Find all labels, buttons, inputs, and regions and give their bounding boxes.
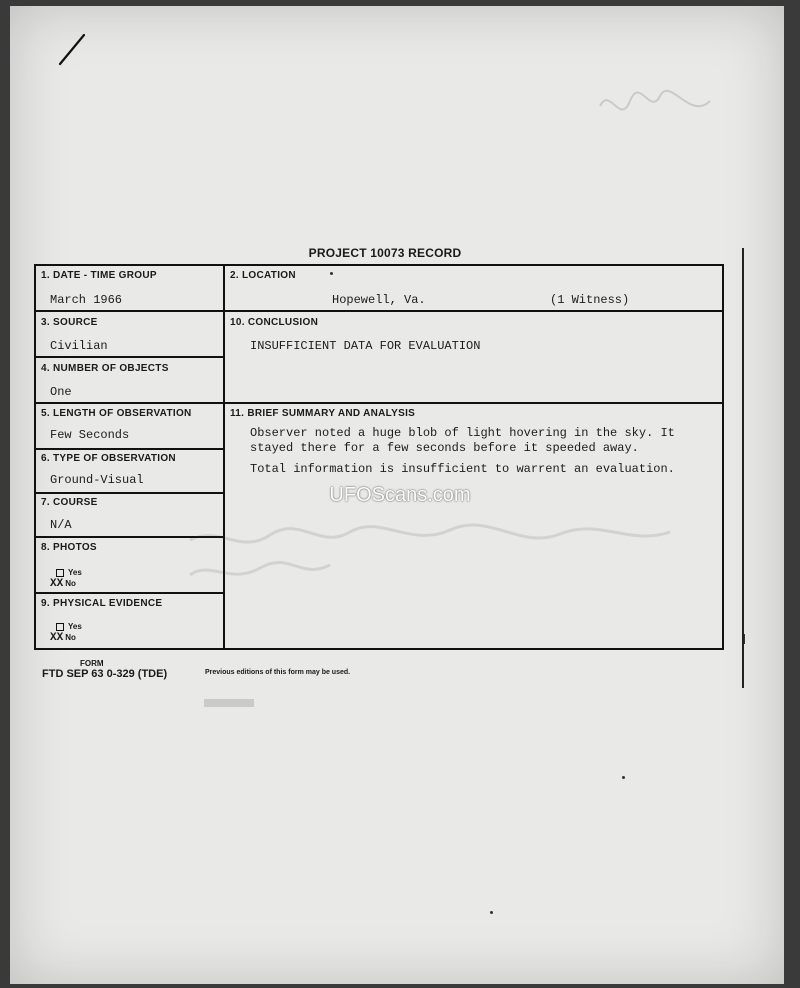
row-divider bbox=[36, 448, 225, 450]
photos-yes-checkbox bbox=[56, 569, 64, 577]
physical-evidence-no-mark: XX bbox=[50, 632, 64, 644]
conclusion-label: 10. CONCLUSION bbox=[230, 317, 319, 328]
row-divider bbox=[36, 492, 225, 494]
row-divider bbox=[36, 402, 225, 404]
type-of-observation-label: 6. TYPE OF OBSERVATION bbox=[41, 453, 176, 464]
course-label: 7. COURSE bbox=[41, 497, 98, 508]
type-of-observation-value: Ground-Visual bbox=[50, 473, 144, 487]
photos-label: 8. PHOTOS bbox=[41, 542, 97, 553]
physical-evidence-no-label: No bbox=[65, 633, 76, 643]
number-of-objects-value: One bbox=[50, 385, 72, 399]
faint-handwritten-note bbox=[590, 76, 720, 136]
physical-evidence-no-option bbox=[50, 632, 76, 644]
right-margin-rule bbox=[742, 248, 744, 688]
faint-bleedthrough-handwriting bbox=[180, 520, 680, 590]
form-identifier bbox=[42, 660, 167, 681]
summary-paragraph-2: Total information is insufficient to warrent an evaluation. bbox=[250, 462, 675, 476]
speck bbox=[622, 776, 625, 779]
row-divider bbox=[36, 356, 225, 358]
photos-no-label: No bbox=[65, 579, 76, 589]
physical-evidence-yes-checkbox bbox=[56, 623, 64, 631]
physical-evidence-yes-label: Yes bbox=[68, 622, 82, 631]
photos-yes-option bbox=[56, 568, 82, 577]
row-divider bbox=[36, 310, 225, 312]
form-note: Previous editions of this form may be used. bbox=[205, 669, 351, 676]
date-time-group-value: March 1966 bbox=[50, 293, 123, 307]
faint-stamp bbox=[200, 694, 300, 714]
physical-evidence-yes-option bbox=[56, 622, 82, 631]
location-label: 2. LOCATION bbox=[230, 270, 296, 281]
photos-no-option bbox=[50, 578, 76, 590]
speck bbox=[490, 911, 493, 914]
site-watermark: UFOScans.com bbox=[329, 484, 471, 506]
row-divider bbox=[223, 402, 724, 404]
source-label: 3. SOURCE bbox=[41, 317, 98, 328]
conclusion-value: INSUFFICIENT DATA FOR EVALUATION bbox=[250, 339, 481, 353]
witness-count: (1 Witness) bbox=[550, 293, 630, 307]
photos-yes-label: Yes bbox=[68, 568, 82, 577]
form-word: FORM bbox=[80, 659, 104, 668]
record-title: PROJECT 10073 RECORD bbox=[308, 246, 462, 260]
location-value: Hopewell, Va. bbox=[332, 293, 426, 307]
number-of-objects-label: 4. NUMBER OF OBJECTS bbox=[41, 363, 169, 374]
date-time-group-label: 1. DATE - TIME GROUP bbox=[41, 270, 157, 281]
brief-summary-text bbox=[250, 426, 720, 483]
source-value: Civilian bbox=[50, 339, 108, 353]
course-value: N/A bbox=[50, 518, 72, 532]
handwritten-slash-mark bbox=[56, 32, 88, 68]
summary-paragraph-1: Observer noted a huge blob of light hovering in the sky. It stayed there for a few seconds before it speeded away. bbox=[250, 426, 675, 455]
brief-summary-label: 11. BRIEF SUMMARY AND ANALYSIS bbox=[230, 408, 416, 419]
photos-no-mark: XX bbox=[50, 578, 64, 590]
length-of-observation-value: Few Seconds bbox=[50, 428, 130, 442]
form-id: FTD SEP 63 0-329 (TDE) bbox=[42, 668, 168, 680]
row-divider bbox=[223, 310, 724, 312]
row-divider bbox=[36, 592, 225, 594]
physical-evidence-label: 9. PHYSICAL EVIDENCE bbox=[41, 598, 163, 609]
length-of-observation-label: 5. LENGTH OF OBSERVATION bbox=[41, 408, 192, 419]
